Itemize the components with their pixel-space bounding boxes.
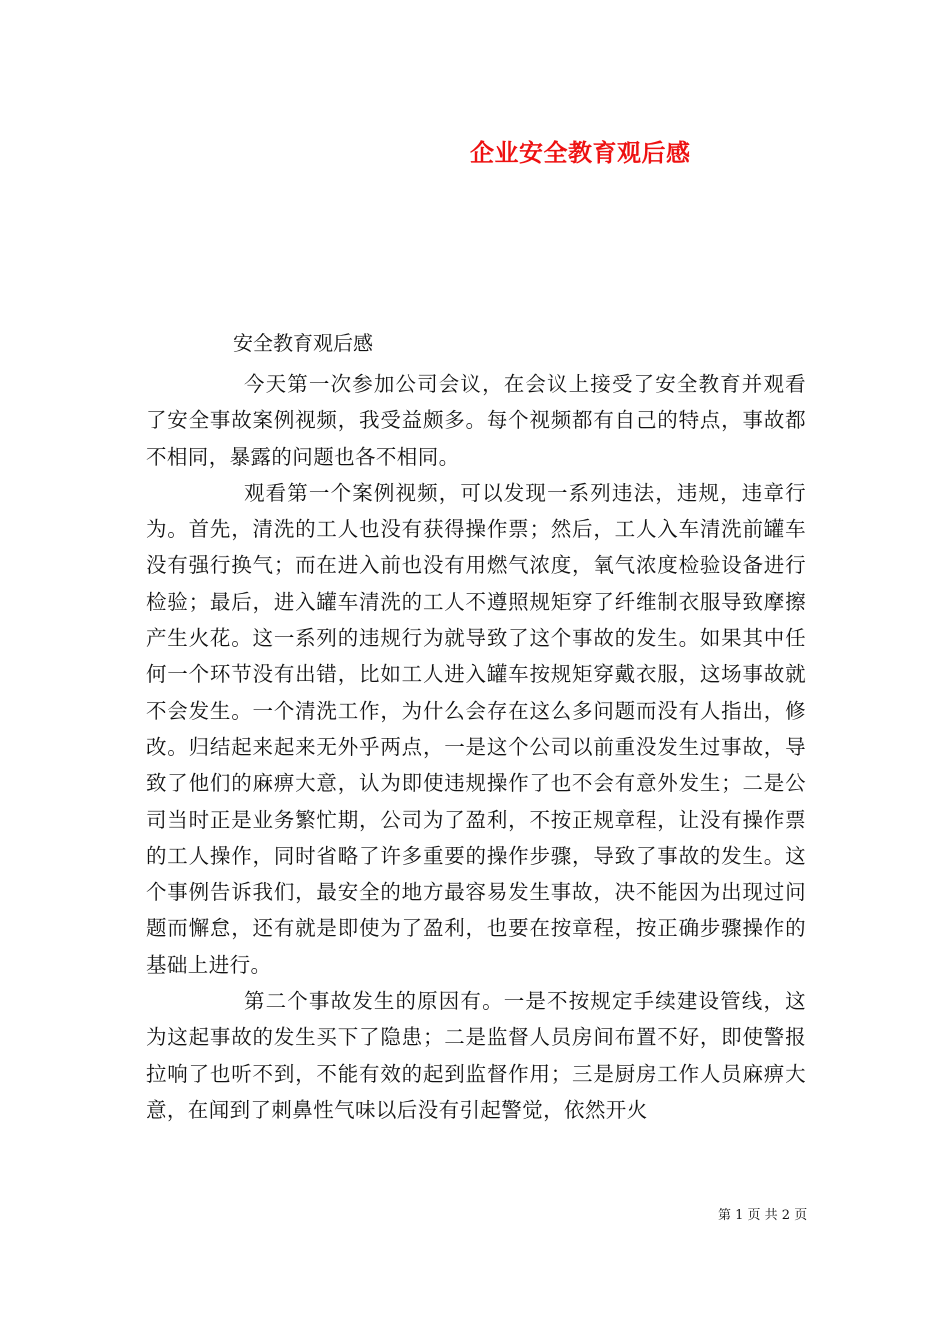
paragraph-1: 今天第一次参加公司会议，在会议上接受了安全教育并观看了安全事故案例视频，我受益颇多。每个视频都有自己的特点，事故都不相同，暴露的问题也各不相同。 [146,372,806,469]
paragraph-3: 第二个事故发生的原因有。一是不按规定手续建设管线，这为这起事故的发生买下了隐患；二是监督人员房间布置不好，即使警报拉响了也听不到，不能有效的起到监督作用；三是厨房工作人员麻痹大意，在闻到了刺鼻性气味以后没有引起警觉，依然开火 [146,989,806,1122]
paragraph-2: 观看第一个案例视频，可以发现一系列违法，违规，违章行为。首先，清洗的工人也没有获得操作票；然后，工人入车清洗前罐车没有强行换气；而在进入前也没有用燃气浓度，氧气浓度检验设备进行检验；最后，进入罐车清洗的工人不遵照规矩穿了纤维制衣服导致摩擦产生火花。这一系列的违规行为就导致了这个事故的发生。如果其中任何一个环节没有出错，比如工人进入罐车按规矩穿戴衣服，这场事故就不会发生。一个清洗工作，为什么会存在这么多问题而没有人指出，修改。归结起来起来无外乎两点，一是这个公司以前重没发生过事故，导致了他们的麻痹大意，认为即使违规操作了也不会有意外发生；二是公司当时正是业务繁忙期，公司为了盈利，不按正规章程，让没有操作票的工人操作，同时省略了许多重要的操作步骤，导致了事故的发生。这个事例告诉我们，最安全的地方最容易发生事故，决不能因为出现过问题而懈怠，还有就是即使为了盈利，也要在按章程，按正确步骤操作的基础上进行。 [146,480,806,977]
document-body [146,366,806,1128]
document-subtitle: 安全教育观后感 [233,331,373,355]
page-footer: 第 1 页 共 2 页 [718,1208,808,1223]
document-title: 企业安全教育观后感 [470,138,691,167]
